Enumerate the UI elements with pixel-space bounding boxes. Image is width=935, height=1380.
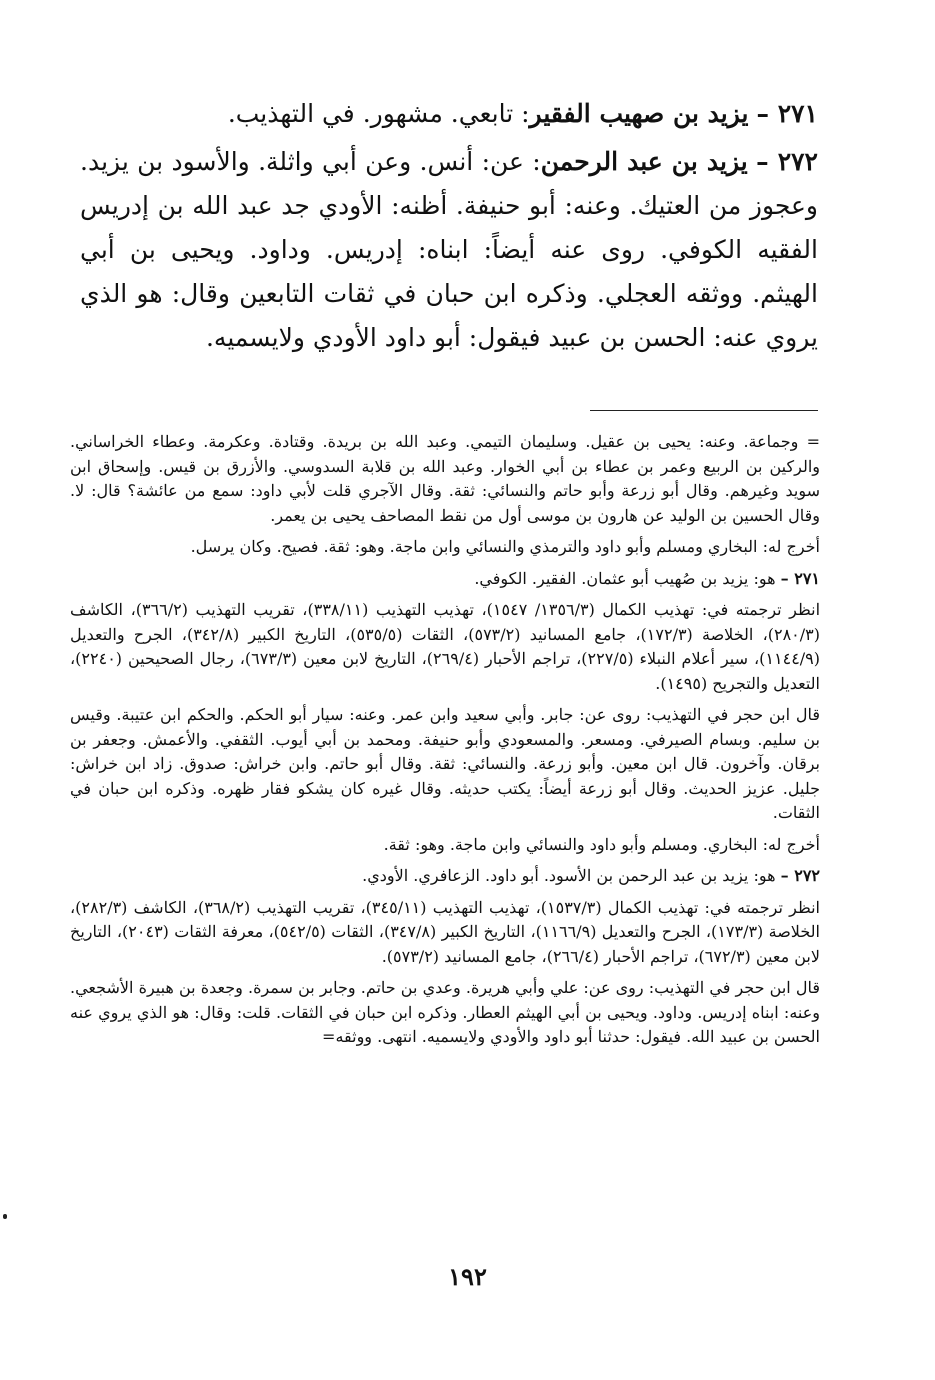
entry-number: ٢٧٢ –	[756, 147, 818, 176]
footnotes	[70, 430, 820, 1057]
footnote-paragraph: قال ابن حجر في التهذيب: روى عن: علي وأبي هريرة. وعدي بن حاتم. وجابر بن سمرة. وجعدة بن هبيرة الأشجعي. وعنه: ابناه إدريس. وداود. ويحيى بن أبي الهيثم العطار. وذكره ابن حبان في الثقات. قلت: وقال: هو الذي يروي عنه الحسن بن عبيد الله. فيقول: حدثنا أبو داود والأودي ولايسميه. انتهى. ووثقه=	[70, 978, 820, 1046]
footnote-paragraph: أخرج له: البخاري. ومسلم وأبو داود والنسائي وابن ماجة. وهو: ثقة.	[383, 834, 820, 854]
footnote-number: ٢٧٢ –	[780, 866, 820, 885]
page-number: ١٩٢	[448, 1262, 487, 1291]
entry-headword: يزيد بن صهيب الفقير	[529, 99, 749, 128]
footnote-text: هو: يزيد بن صُهيب أبو عثمان. الفقير. الكوفي.	[474, 568, 776, 588]
entry-271	[80, 92, 818, 136]
entry-number: ٢٧١ –	[756, 99, 818, 128]
footnote-paragraph: أخرج له: البخاري ومسلم وأبو داود والترمذي والنسائي وابن ماجة. وهو: ثقة. فصيح. وكان يرسل.	[190, 537, 820, 556]
footnote-paragraph: انظر ترجمته في: تهذيب الكمال (١٣٥٦/٣/ ١٥٤٧)، تهذيب التهذيب (٣٣٨/١١)، تقريب التهذيب (٣٦٦/٢)، الكاشف (٢٨٠/٣)، الخلاصة (١٧٢/٣)، جامع المسانيد (٥٧٣/٢)، الثقات (٥٣٥/٥)، التاريخ الكبير (٣٤٢/٨)، الجرح والتعديل (١١٤٤/٩)، سير أعلام النبلاء (٢٢٧/٥)، تراجم الأحبار (٢٦٩/٤)، التاريخ لابن معين (٦٧٣/٣)، رجال الصحيحين (٢٢٤٠)، التعديل والتجريح (١٤٩٥).	[70, 600, 821, 693]
entry-272	[80, 140, 818, 360]
footnote-separator	[590, 410, 818, 411]
entry-headword: يزيد بن عبد الرحمن	[540, 147, 748, 176]
footnote-entry-271	[70, 567, 820, 592]
entry-body: : تابعي. مشهور. في التهذيب.	[227, 99, 530, 128]
footnote-entry-272	[70, 864, 820, 889]
footnote-paragraph: = وجماعة. وعنه: يحيى بن عقيل. وسليمان التيمي. وعبد الله بن بريدة. وقتادة. وعكرمة. وعطاء الخراساني. والركين بن الربيع وعمر بن عطاء بن أبي الخوار. وعبد الله بن قلابة السدوسي. والأزرق بن قيس. وإسحاق ابن سويد وغيرهم. وقال أبو زرعة وأبو حاتم والنسائي: ثقة. وقال الآجري قلت لأبي داود: سمع من عائشة؟ قال: لا. وقال الحسين بن الوليد عن هارون بن موسى أول من نقط المصاحف يحيى بن يعمر.	[70, 432, 820, 525]
footnote-paragraph: قال ابن حجر في التهذيب: روى عن: جابر. وأبي سعيد وابن عمر. وعنه: سيار أبو الحكم. والحكم ابن عتيبة. وقيس بن سليم. وبسام الصيرفي. ومسعر. والمسعودي وأبو حنيفة. ومحمد بن أبي أيوب. الثقفي. والأعمش. وجعفر بن برقان. وآخرون. قال ابن معين. وأبو زرعة. والنسائي: ثقة. وقال أبو حاتم. وابن خراش: صدوق. زاد ابن خراش: جليل. عزيز الحديث. وقال أبو زرعة أيضاً: يكتب حديثه. وقال غيره كان يشكو فقار ظهره. وذكره ابن حبان في الثقات.	[70, 705, 821, 822]
footnote-paragraph: انظر ترجمته في: تهذيب الكمال (١٥٣٧/٣)، تهذيب التهذيب (٣٤٥/١١)، تقريب التهذيب (٣٦٨/٢)، الكاشف (٢٨٢/٣)، الخلاصة (١٧٣/٣)، الجرح والتعديل (١١٦٦/٩)، التاريخ الكبير (٣٤٧/٨)، الثقات (٥٤٢/٥)، معرفة الثقات (٢٠٤٣)، التاريخ لابن معين (٦٧٢/٣)، تراجم الأحبار (٢٦٦/٤)، جامع المسانيد (٥٧٣/٢).	[70, 897, 820, 966]
entry-body: : عن: أنس. وعن أبي واثلة. والأسود بن يزيد. وعجوز من العتيك. وعنه: أبو حنيفة. أظنه: الأودي جد عبد الله بن إدريس الفقيه الكوفي. روى عنه أيضاً: ابناه: إدريس. وداود. ويحيى بن أبي الهيثم. ووثقه العجلي. وذكره ابن حبان في ثقات التابعين وقال: هو الذي يروي عنه: الحسن بن عبيد فيقول: أبو داود الأودي ولايسميه.	[80, 147, 818, 352]
scan-mark	[3, 1214, 7, 1219]
main-text	[80, 92, 818, 364]
footnote-text: هو: يزيد بن عبد الرحمن بن الأسود. أبو داود. الزعافري. الأودي.	[362, 866, 776, 885]
footnote-number: ٢٧١ –	[780, 568, 820, 588]
